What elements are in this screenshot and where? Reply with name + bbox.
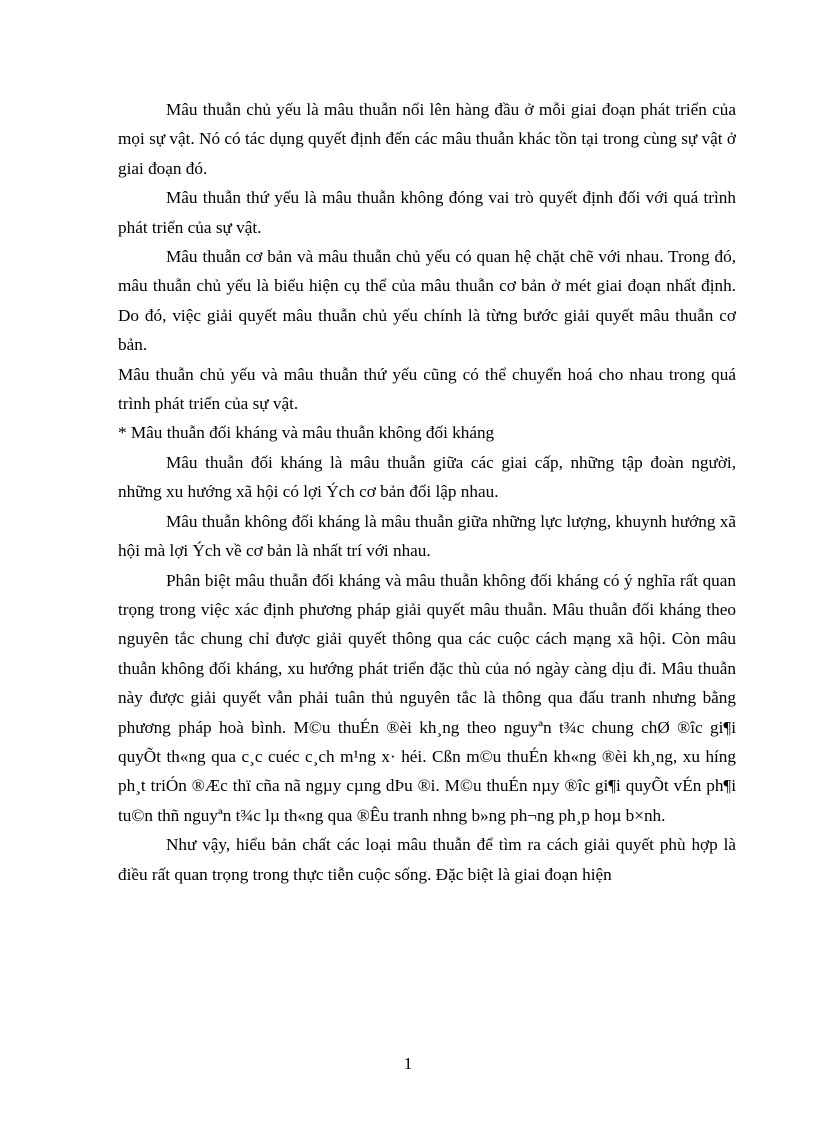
paragraph-main-contradiction: Mâu thuẫn chủ yếu là mâu thuẫn nổi lên hàng đầu ở mỗi giai đoạn phát triển của mọi sự vật. Nó có tác dụng quyết định đến các mâu thuẫn khác tồn tại trong cùng sự vật ở giai đoạn đó. bbox=[118, 100, 736, 178]
paragraph-antagonistic: Mâu thuẫn đối kháng là mâu thuẫn giữa các giai cấp, những tập đoàn người, những xu hướng xã hội có lợi Ých cơ bản đối lập nhau. bbox=[118, 452, 736, 502]
paragraph-transformation: Mâu thuẫn chủ yếu và mâu thuẫn thứ yếu cũng có thể chuyển hoá cho nhau trong quá trình phát triển của sự vật. bbox=[118, 364, 736, 414]
document-page bbox=[118, 95, 736, 889]
page-number: 1 bbox=[403, 1054, 413, 1073]
paragraph-relationship: Mâu thuẫn cơ bản và mâu thuẫn chủ yếu có quan hệ chặt chẽ với nhau. Trong đó, mâu thuẫn chủ yếu là biểu hiện cụ thể của mâu thuẫn cơ bản ở mét giai đoạn nhất định. Do đó, việc giải quyết mâu thuẫn chủ yếu chính là từng bước giải quyết mâu thuẫn cơ bản. bbox=[118, 247, 736, 355]
section-heading-antagonistic: * Mâu thuẫn đối kháng và mâu thuẫn không đối kháng bbox=[118, 423, 495, 443]
paragraph-non-antagonistic: Mâu thuẫn không đối kháng là mâu thuẫn giữa những lực lượng, khuynh hướng xã hội mà lợi Ých về cơ bản là nhất trí với nhau. bbox=[118, 511, 736, 561]
paragraph-conclusion: Như vậy, hiểu bản chất các loại mâu thuẫn để tìm ra cách giải quyết phù hợp là điều rất quan trọng trong thực tiễn cuộc sống. Đặc biệt là giai đoạn hiện bbox=[118, 835, 736, 884]
paragraph-secondary-contradiction: Mâu thuẫn thứ yếu là mâu thuẫn không đóng vai trò quyết định đối với quá trình phát triển của sự vật. bbox=[118, 188, 736, 237]
paragraph-distinction: Phân biệt mâu thuẫn đối kháng và mâu thuẫn không đối kháng có ý nghĩa rất quan trọng trong việc xác định phương pháp giải quyết mâu thuẫn. Mâu thuẫn đối kháng theo nguyên tắc chung chỉ được giải quyết thông qua các cuộc cách mạng xã hội. Còn mâu thuẫn không đối kháng, xu hướng phát triển đặc thù của nó ngày càng dịu đi. Mâu thuẫn này được giải quyết vẫn phải tuân thủ nguyên tắc là thông qua đấu tranh nhưng bằng phương pháp hoà bình. M©u thuÉn ®èi kh¸ng theo nguyªn t¾c chung chØ ®îc gi¶i quyÕt th«ng qua c¸c cuéc c¸ch m¹ng x· héi. Cßn m©u thuÉn kh«ng ®èi kh¸ng, xu híng ph¸t triÓn ®Æc thï cña nã ngµy cµng dÞu ®i. M©u thuÉn nµy ®îc gi¶i quyÕt vÉn ph¶i tu©n thñ nguyªn t¾c lµ th«ng qua ®Êu tranh nhng b»ng ph¬ng ph¸p hoµ b×nh. bbox=[118, 570, 736, 825]
